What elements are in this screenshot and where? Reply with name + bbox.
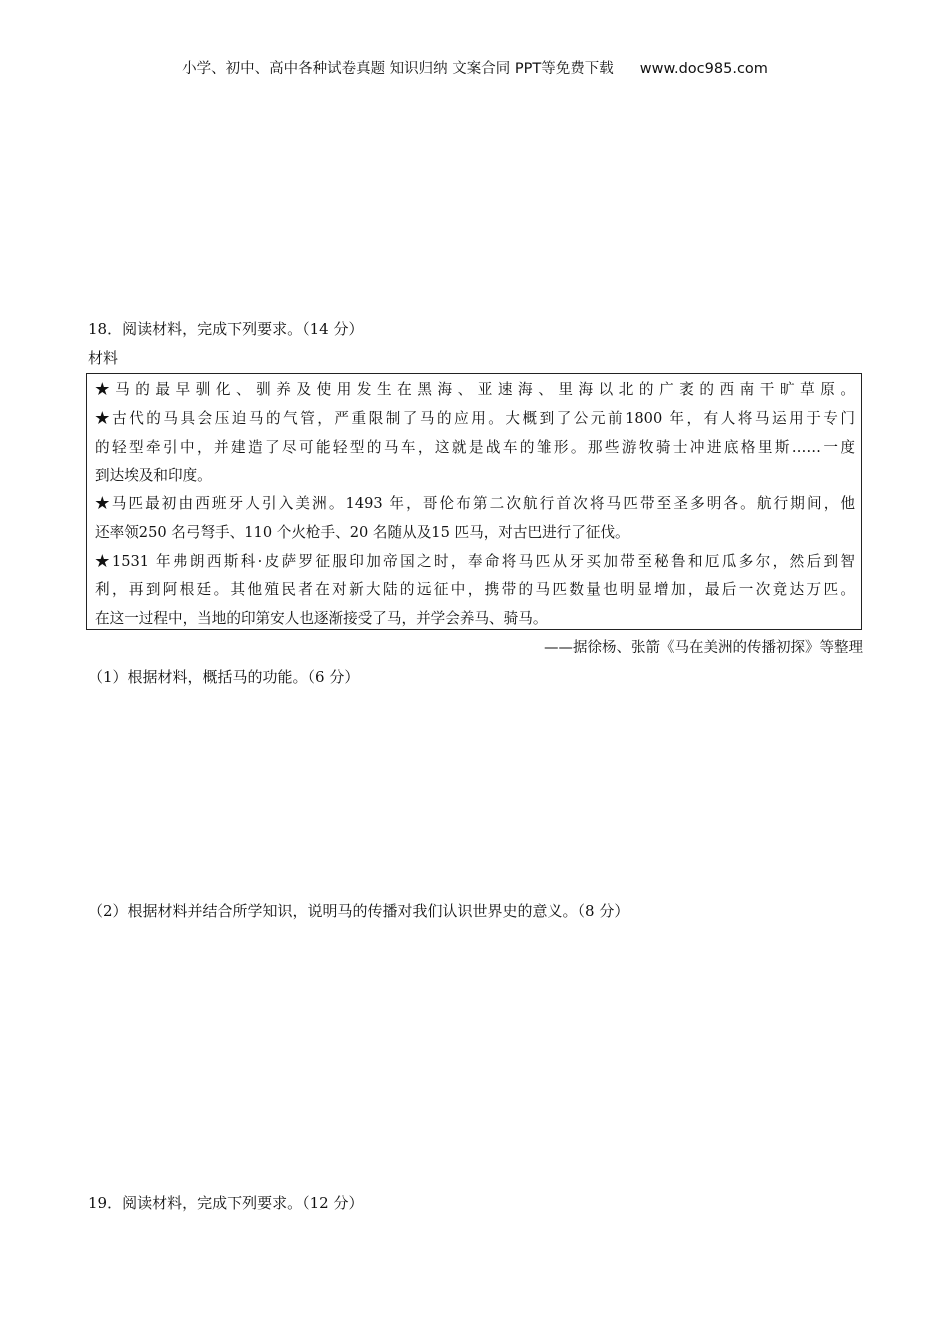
question-18-sub-1: （1）根据材料，概括马的功能。（6 分） — [88, 668, 360, 686]
material-line: ★1531 年弗朗西斯科·皮萨罗征服印加帝国之时，奉命将马匹从牙买加带至秘鲁和厄瓜多尔，然后到智 — [95, 553, 855, 570]
material-source: ——据徐杨、张箭《马在美洲的传播初探》等整理 — [544, 640, 863, 656]
page-header — [0, 57, 950, 78]
material-line: 还率领250 名弓弩手、110 个火枪手、20 名随从及15 匹马，对古巴进行了征伐。 — [95, 524, 630, 541]
question-18-title: 18．阅读材料，完成下列要求。（14 分） — [88, 320, 364, 338]
material-line: ★马匹最初由西班牙人引入美洲。1493 年，哥伦布第二次航行首次将马匹带至圣多明各。航行期间，他 — [95, 495, 855, 512]
question-19-title: 19．阅读材料，完成下列要求。（12 分） — [88, 1194, 364, 1212]
material-line: 到达埃及和印度。 — [95, 467, 212, 484]
header-text: 小学、初中、高中各种试卷真题 知识归纳 文案合同 PPT等免费下载 — [182, 61, 614, 77]
material-label: 材料 — [88, 349, 119, 367]
material-line: ★古代的马具会压迫马的气管，严重限制了马的应用。大概到了公元前1800 年，有人将马运用于专门 — [95, 410, 855, 427]
header-url[interactable]: www.doc985.com — [639, 61, 768, 77]
material-line: 在这一过程中，当地的印第安人也逐渐接受了马，并学会养马、骑马。 — [95, 610, 548, 627]
material-line: 的轻型牵引中，并建造了尽可能轻型的马车，这就是战车的雏形。那些游牧骑士冲进底格里斯……一度 — [95, 439, 855, 456]
material-line: ★马的最早驯化、驯养及使用发生在黑海、亚速海、里海以北的广袤的西南干旷草原。 — [95, 381, 855, 398]
material-line: 利，再到阿根廷。其他殖民者在对新大陆的远征中，携带的马匹数量也明显增加，最后一次竟达万匹。 — [95, 581, 855, 598]
question-18-sub-2: （2）根据材料并结合所学知识，说明马的传播对我们认识世界史的意义。（8 分） — [88, 902, 630, 920]
